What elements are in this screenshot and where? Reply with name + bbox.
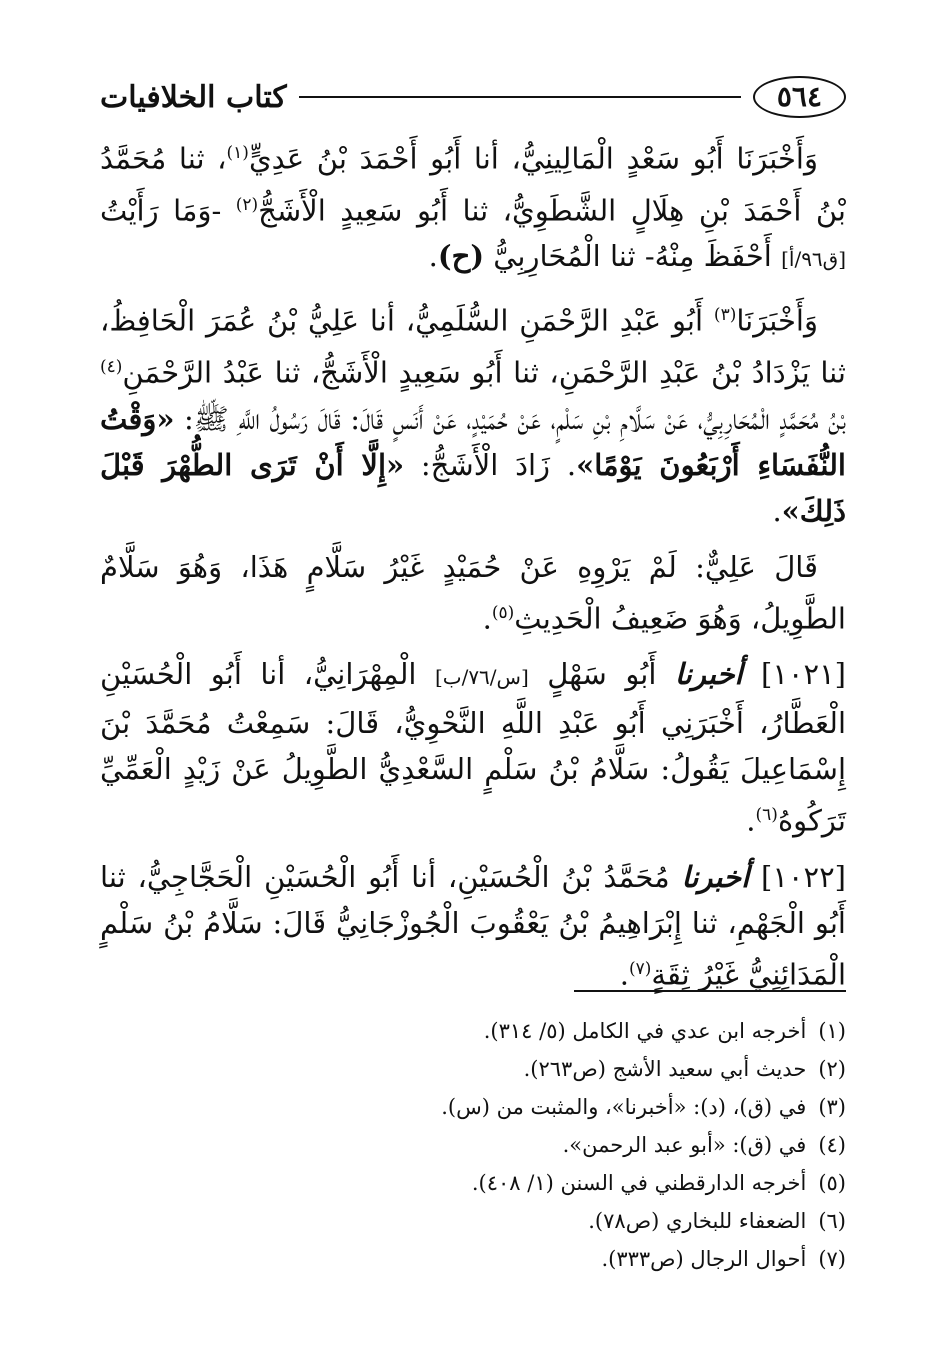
text-run: مُحَمَّدُ بْنُ الْحُسَيْنِ، أنا أَبُو الْحُسَيْنِ الْحَجَّاجِيُّ، ثنا أَبُو الْجَهْمِ، ثنا إِبْرَاهِيمُ بْنُ يَعْقُوبَ الْجُوزْجَانِيُّ قَالَ: سَلَّامُ بْنُ سَلْمٍ الْمَدَائِنِيُّ غَيْرُ ثِقَةٍ	[100, 859, 846, 992]
footnote-marker: (٧)	[629, 958, 652, 979]
akhbarana-keyword: أخبرنا	[681, 859, 750, 894]
footnotes-list	[100, 1012, 846, 1278]
paragraph	[100, 651, 846, 844]
footnote-item	[100, 1202, 846, 1240]
page-number: ٥٦٤	[753, 76, 846, 118]
akhbarana-keyword: أخبرنا	[674, 657, 743, 692]
quoted-text: (ح)	[437, 239, 485, 274]
text-run: قَالَ عَلِيٌّ: لَمْ يَرْوِهِ عَنْ حُمَيْدٍ غَيْرُ سَلَّامٍ هَذَا، وَهُوَ سَلَّامٌ الطَّوِيلُ، وَهُوَ ضَعِيفُ الْحَدِيثِ	[100, 549, 846, 636]
text-run	[749, 860, 761, 894]
footnote-marker: (٢)	[235, 194, 259, 215]
quoted-text: «إِلَّا أَنْ تَرَى الطُّهْرَ قَبْلَ ذَلِكَ»	[100, 447, 846, 528]
paragraph	[100, 130, 846, 282]
hadith-number: [١٠٢٢]	[761, 859, 846, 894]
footnote-item	[100, 1050, 846, 1088]
paragraph	[100, 854, 846, 998]
footnote-item	[100, 1088, 846, 1126]
text-run: وَأَخْبَرَنَا	[736, 303, 818, 338]
footnote-marker: (٣)	[713, 305, 737, 326]
text-run: .	[482, 601, 492, 636]
footnote-item	[100, 1012, 846, 1050]
footnote-marker: (٤)	[100, 356, 123, 377]
footnote-text: أخرجه ابن عدي في الكامل (٥/ ٣١٤).	[483, 1019, 807, 1043]
footnote-number: (٣)	[818, 1095, 846, 1119]
text-run: أَبُو عَبْدِ الرَّحْمَنِ السُّلَمِيُّ، أنا عَلِيُّ بْنُ عُمَرَ الْحَافِظُ، ثنا يَزْدَادُ بْنُ عَبْدِ الرَّحْمَنِ، ثنا أَبُو سَعِيدٍ الْأَشَجُّ، ثنا عَبْدُ الرَّحْمَنِ	[100, 303, 846, 390]
footnote-marker: (٦)	[755, 805, 778, 826]
text-run: أَبُو سَهْلٍ	[528, 657, 675, 692]
hadith-number: [١٠٢١]	[761, 657, 846, 692]
footnote-item	[100, 1240, 846, 1278]
footnote-separator	[574, 990, 846, 992]
paragraph	[100, 544, 846, 642]
text-run: الْمِهْرَانِيُّ، أنا أَبُو الْحُسَيْنِ الْعَطَّارُ، أَخْبَرَنِي أَبُو عَبْدِ اللَّهِ النَّحْوِيُّ، قَالَ: سَمِعْتُ مُحَمَّدَ بْنَ إِسْمَاعِيلَ يَقُولُ: سَلَّامُ بْنُ سَلْمٍ السَّعْدِيُّ الطَّوِيلُ عَنْ زَيْدٍ الْعَمِّيِّ تَرَكُوهُ	[100, 657, 846, 838]
footnote-text: في (ق): «أبو عبد الرحمن».	[562, 1133, 807, 1157]
footnote-text: حديث أبي سعيد الأشج (ص٢٦٣).	[523, 1057, 807, 1081]
footnote-text: أحوال الرجال (ص٣٣٣).	[601, 1247, 807, 1271]
text-run: . زَادَ الْأَشَجُّ:	[404, 447, 577, 482]
text-run: .	[428, 239, 438, 274]
text-run	[743, 657, 761, 691]
main-text	[100, 130, 846, 1008]
footnote-number: (٢)	[818, 1057, 846, 1081]
manuscript-ref: [ق٩٦/أ]	[781, 247, 846, 272]
text-run: ، ثنا مُحَمَّدُ بْنُ أَحْمَدَ بْنِ هِلَالٍ الشَّطَوِيُّ، ثنا أَبُو سَعِيدٍ الْأَشَجُّ	[100, 141, 847, 228]
footnote-number: (٤)	[818, 1133, 846, 1157]
footnote-item	[100, 1164, 846, 1202]
footnote-marker: (١)	[226, 143, 249, 163]
manuscript-ref: [س/٧٦/ب]	[434, 665, 529, 690]
text-run: أَحْفَظَ مِنْهُ- ثنا الْمُحَارِبِيُّ	[484, 239, 782, 274]
paragraph	[100, 292, 846, 533]
footnote-number: (٦)	[818, 1209, 846, 1233]
text-run: .	[746, 803, 756, 838]
footnote-text: الضعفاء للبخاري (ص٧٨).	[588, 1209, 807, 1233]
footnote-text: في (ق)، (د): «أخبرنا»، والمثبت من (س).	[441, 1095, 807, 1119]
text-run: .	[619, 957, 629, 992]
footnote-number: (٥)	[818, 1171, 846, 1195]
header-rule	[299, 96, 741, 98]
footnote-number: (١)	[818, 1019, 846, 1043]
quoted-text: «وَقْتُ النُّفَسَاءِ أَرْبَعُونَ يَوْمًا»	[100, 401, 846, 482]
text-run: .	[772, 493, 782, 528]
book-title: كتاب الخلافيات	[100, 79, 287, 115]
footnote-marker: (٥)	[491, 602, 515, 623]
page-header	[100, 72, 846, 122]
text-run: وَأَخْبَرَنَا أَبُو سَعْدٍ الْمَالِينِيُّ، أنا أَبُو أَحْمَدَ بْنُ عَدِيٍّ	[248, 141, 818, 176]
text-run: بْنُ مُحَمَّدٍ الْمُحَارِبِيُّ، عَنْ سَلَّامِ بْنِ سَلْمٍ، عَنْ حُمَيْدٍ، عَنْ أَنَسٍ قَالَ: قَالَ رَسُولُ اللَّهِ ﷺ:	[174, 401, 846, 436]
text-run: -وَمَا رَأَيْتُ	[100, 193, 236, 228]
footnote-number: (٧)	[818, 1247, 846, 1271]
footnote-item	[100, 1126, 846, 1164]
footnote-text: أخرجه الدارقطني في السنن (١/ ٤٠٨).	[471, 1171, 807, 1195]
